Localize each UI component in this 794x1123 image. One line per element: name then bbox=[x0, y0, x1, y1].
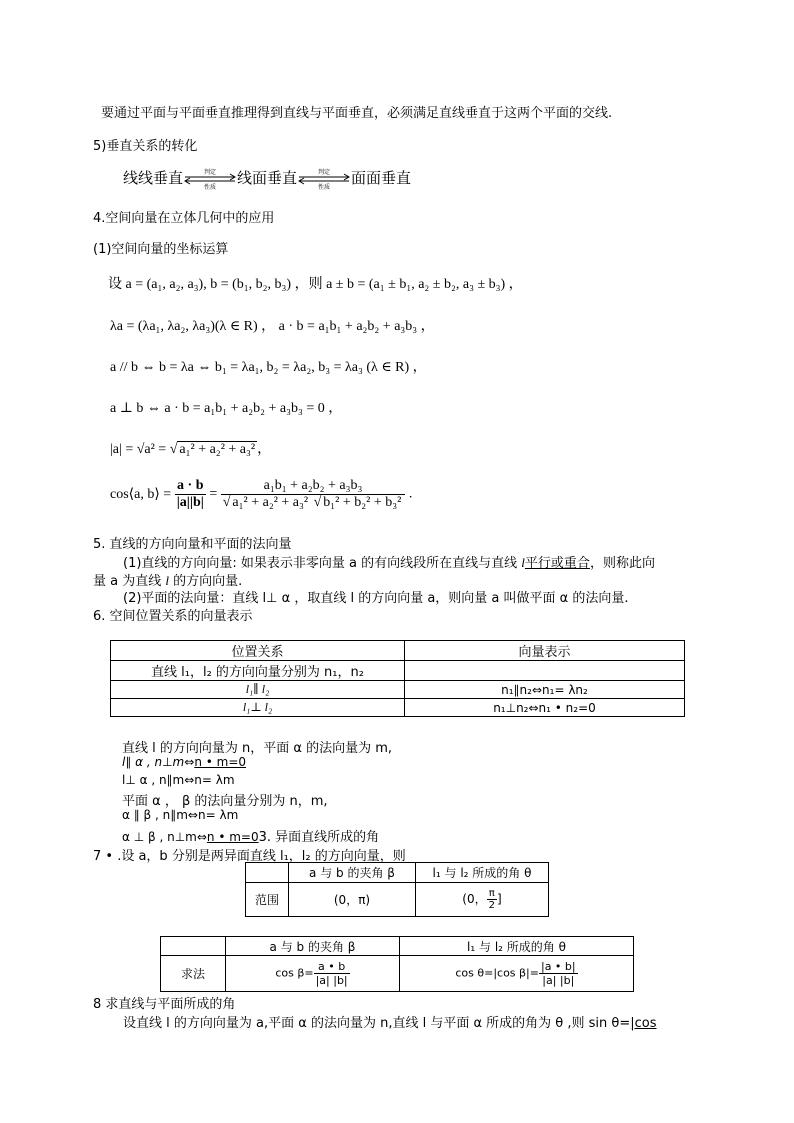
table2-range-2-den: 2 bbox=[488, 900, 495, 911]
table2-row-label: 范围 bbox=[246, 883, 289, 917]
table1-row2-vector: n₁∥n₂⇔n₁= λn₂ bbox=[405, 681, 685, 699]
chain-line-plane: 线面垂直 bbox=[237, 169, 298, 187]
table1-row3-vector: n₁⊥n₂⇔n₁ • n₂=0 bbox=[405, 699, 685, 717]
table1-head-vector: 向量表示 bbox=[405, 641, 685, 661]
section-heading-8: 8 求直线与平面所成的角 bbox=[93, 997, 236, 1012]
arrow-bottom-label: 性质 bbox=[318, 183, 331, 190]
arrow-top-label: 判定 bbox=[204, 168, 217, 176]
table1-row2-relation: l₁∥ l₂ bbox=[111, 681, 405, 699]
relation-line-4: 平面 α ， β 的法向量分别为 n，m, bbox=[122, 794, 328, 809]
table3-method-1 bbox=[226, 956, 400, 992]
relation-line-2 bbox=[122, 755, 246, 769]
cos-frac-2-den: √ a₁² + a₂² + a₃² √ b₁² + b₂² + b₃² bbox=[222, 495, 402, 510]
table3-head-2: l₁ 与 l₂ 所成的角 θ bbox=[400, 937, 634, 956]
formula-perpendicular: a ⊥ b ⇔ a · b = a₁b₁ + a₂b₂ + a₃b₃ = 0 ， bbox=[110, 401, 343, 416]
cos-lhs: cos⟨a, b⟩ = bbox=[110, 487, 175, 502]
relation-6-b: n • m=0 bbox=[206, 830, 259, 844]
table2-range-2-start: 0， bbox=[466, 892, 487, 906]
table1-row1-vector bbox=[405, 661, 685, 681]
section-heading-6: 6. 空间位置关系的向量表示 bbox=[93, 609, 253, 624]
table2-corner bbox=[246, 863, 289, 883]
section-heading-7: 7 • .设 a，b 分别是两异面直线 l₁，l₂ 的方向向量，则 bbox=[93, 849, 406, 864]
formula-cosine bbox=[110, 478, 412, 511]
table3-method-2-pre: cos θ=|cos β|= bbox=[455, 966, 539, 980]
relation-2-a: l∥ α , n⊥m⇔ bbox=[122, 755, 195, 769]
table2-head-2: l₁ 与 l₂ 所成的角 θ bbox=[416, 863, 549, 883]
formula-scalar-dot: λa = (λa₁, λa₂, λa₃)(λ ∈ R) ， a · b = a₁b₁ + a₂b₂ + a₃b₃ ， bbox=[110, 319, 435, 334]
direction-text-c: 量 a 为直线 bbox=[93, 574, 166, 589]
perpendicular-chain bbox=[123, 167, 411, 190]
table3-method-1-pre: cos β= bbox=[275, 966, 314, 980]
direction-line-l-2: l bbox=[165, 573, 169, 588]
norm-end: ， bbox=[257, 442, 272, 457]
intro-paragraph: 要通过平面与平面垂直推理得到直线与平面垂直，必须满足直线垂直于这两个平面的交线. bbox=[101, 106, 613, 121]
table3-method-2-num: |a • b| bbox=[540, 960, 576, 973]
cos-frac-1-den: |a||b| bbox=[176, 495, 204, 510]
table2-range-1: (0，π) bbox=[289, 883, 416, 917]
table1-head-relation: 位置关系 bbox=[111, 641, 405, 661]
cos-den-a: a₁² + a₂² + a₃² bbox=[232, 495, 309, 510]
direction-vector-paragraph bbox=[123, 552, 655, 571]
formula-add: 设 a = (a₁, a₂, a₃), b = (b₁, b₂, b₃) ，则 a ± b = (a₁ ± b₁, a₂ ± b₂, a₃ ± b₃) ， bbox=[108, 277, 523, 292]
line-plane-angle-paragraph bbox=[123, 1012, 657, 1031]
chain-plane-plane: 面面垂直 bbox=[351, 169, 412, 187]
table3-row-label: 求法 bbox=[161, 956, 226, 992]
norm-lhs: |a| = √a² = bbox=[110, 442, 170, 457]
table3-method-2 bbox=[400, 956, 634, 992]
formula-parallel: a // b ⇔ b = λa ⇔ b₁ = λa₁, b₂ = λa₂, b₃ = λa₃ (λ ∈ R) ， bbox=[110, 360, 427, 375]
cos-frac-1 bbox=[175, 478, 206, 511]
cos-eq: = bbox=[209, 486, 218, 502]
relation-line-6 bbox=[122, 826, 379, 845]
arrow-top-label: 判定 bbox=[318, 168, 331, 176]
table3-method-1-den: |a| |b| bbox=[315, 974, 348, 987]
normal-vector-paragraph: (2)平面的法向量：直线 l⊥ α ，取直线 l 的方向向量 a，则向量 a 叫做平面 α 的法向量. bbox=[123, 591, 629, 606]
formula-norm: |a| = √a² = √ a₁² + a₂² + a₃² ， bbox=[110, 442, 272, 457]
norm-root: a₁² + a₂² + a₃² bbox=[179, 442, 256, 457]
direction-underlined: 平行或重合 bbox=[524, 556, 590, 571]
table2-range-2: (0， $\frac{\pi}{2}$ ] bbox=[416, 883, 549, 917]
angle-method-table bbox=[160, 936, 634, 992]
direction-text-a: (1)直线的方向向量: 如果表示非零向量 a 的有向线段所在直线与直线 bbox=[123, 556, 522, 571]
chain-line-line: 线线垂直 bbox=[123, 169, 184, 187]
table3-method-2-den: |a| |b| bbox=[542, 974, 575, 987]
cos-frac-1-num: a · b bbox=[175, 478, 206, 495]
cos-end: . bbox=[408, 486, 413, 502]
line-plane-cos: |cos bbox=[630, 1016, 657, 1031]
table2-head-1: a 与 b 的夹角 β bbox=[289, 863, 416, 883]
relation-line-5: α ∥ β , n∥m⇔n= λm bbox=[122, 808, 239, 822]
section-heading-5: 5)垂直关系的转化 bbox=[93, 139, 198, 154]
position-relation-table bbox=[110, 640, 685, 717]
direction-text-d: 的方向向量. bbox=[169, 574, 243, 589]
double-arrow-icon bbox=[297, 168, 351, 190]
relation-6-a: α ⊥ β , n⊥m⇔ bbox=[122, 830, 207, 844]
section-heading-5b: 5. 直线的方向向量和平面的法向量 bbox=[93, 537, 292, 552]
table1-row3-relation: l₁⊥ l₂ bbox=[111, 699, 405, 717]
cos-frac-2-num: a₁b₁ + a₂b₂ + a₃b₃ bbox=[221, 478, 406, 495]
relation-line-3: l⊥ α , n∥m⇔n= λm bbox=[122, 773, 235, 787]
relation-2-b: n • m=0 bbox=[194, 755, 247, 769]
table3-head-1: a 与 b 的夹角 β bbox=[226, 937, 400, 956]
cos-frac-2 bbox=[221, 478, 406, 511]
angle-range-table bbox=[245, 862, 549, 917]
relation-6-c: 3. 异面直线所成的角 bbox=[258, 830, 380, 845]
relation-line-1: 直线 l 的方向向量为 n，平面 α 的法向量为 m, bbox=[122, 741, 393, 756]
line-plane-text: 设直线 l 的方向向量为 a,平面 α 的法向量为 n,直线 l 与平面 α 所成的角为 θ ,则 sin θ= bbox=[123, 1016, 631, 1031]
section-heading-4: 4.空间向量在立体几何中的应用 bbox=[93, 211, 275, 226]
direction-text-b: ，则称此向 bbox=[589, 556, 655, 571]
double-arrow-icon bbox=[183, 168, 237, 190]
direction-line-l: l bbox=[521, 555, 525, 570]
cos-den-b: b₁² + b₂² + b₃² bbox=[323, 495, 402, 510]
table1-row1-relation: 直线 l₁，l₂ 的方向向量分别为 n₁，n₂ bbox=[111, 661, 405, 681]
table3-method-1-num: a • b bbox=[314, 960, 350, 974]
table2-range-2-num: π bbox=[487, 888, 497, 900]
table3-corner bbox=[161, 937, 226, 956]
subsection-heading-4-1: (1)空间向量的坐标运算 bbox=[93, 242, 229, 257]
arrow-bottom-label: 性质 bbox=[204, 183, 217, 190]
